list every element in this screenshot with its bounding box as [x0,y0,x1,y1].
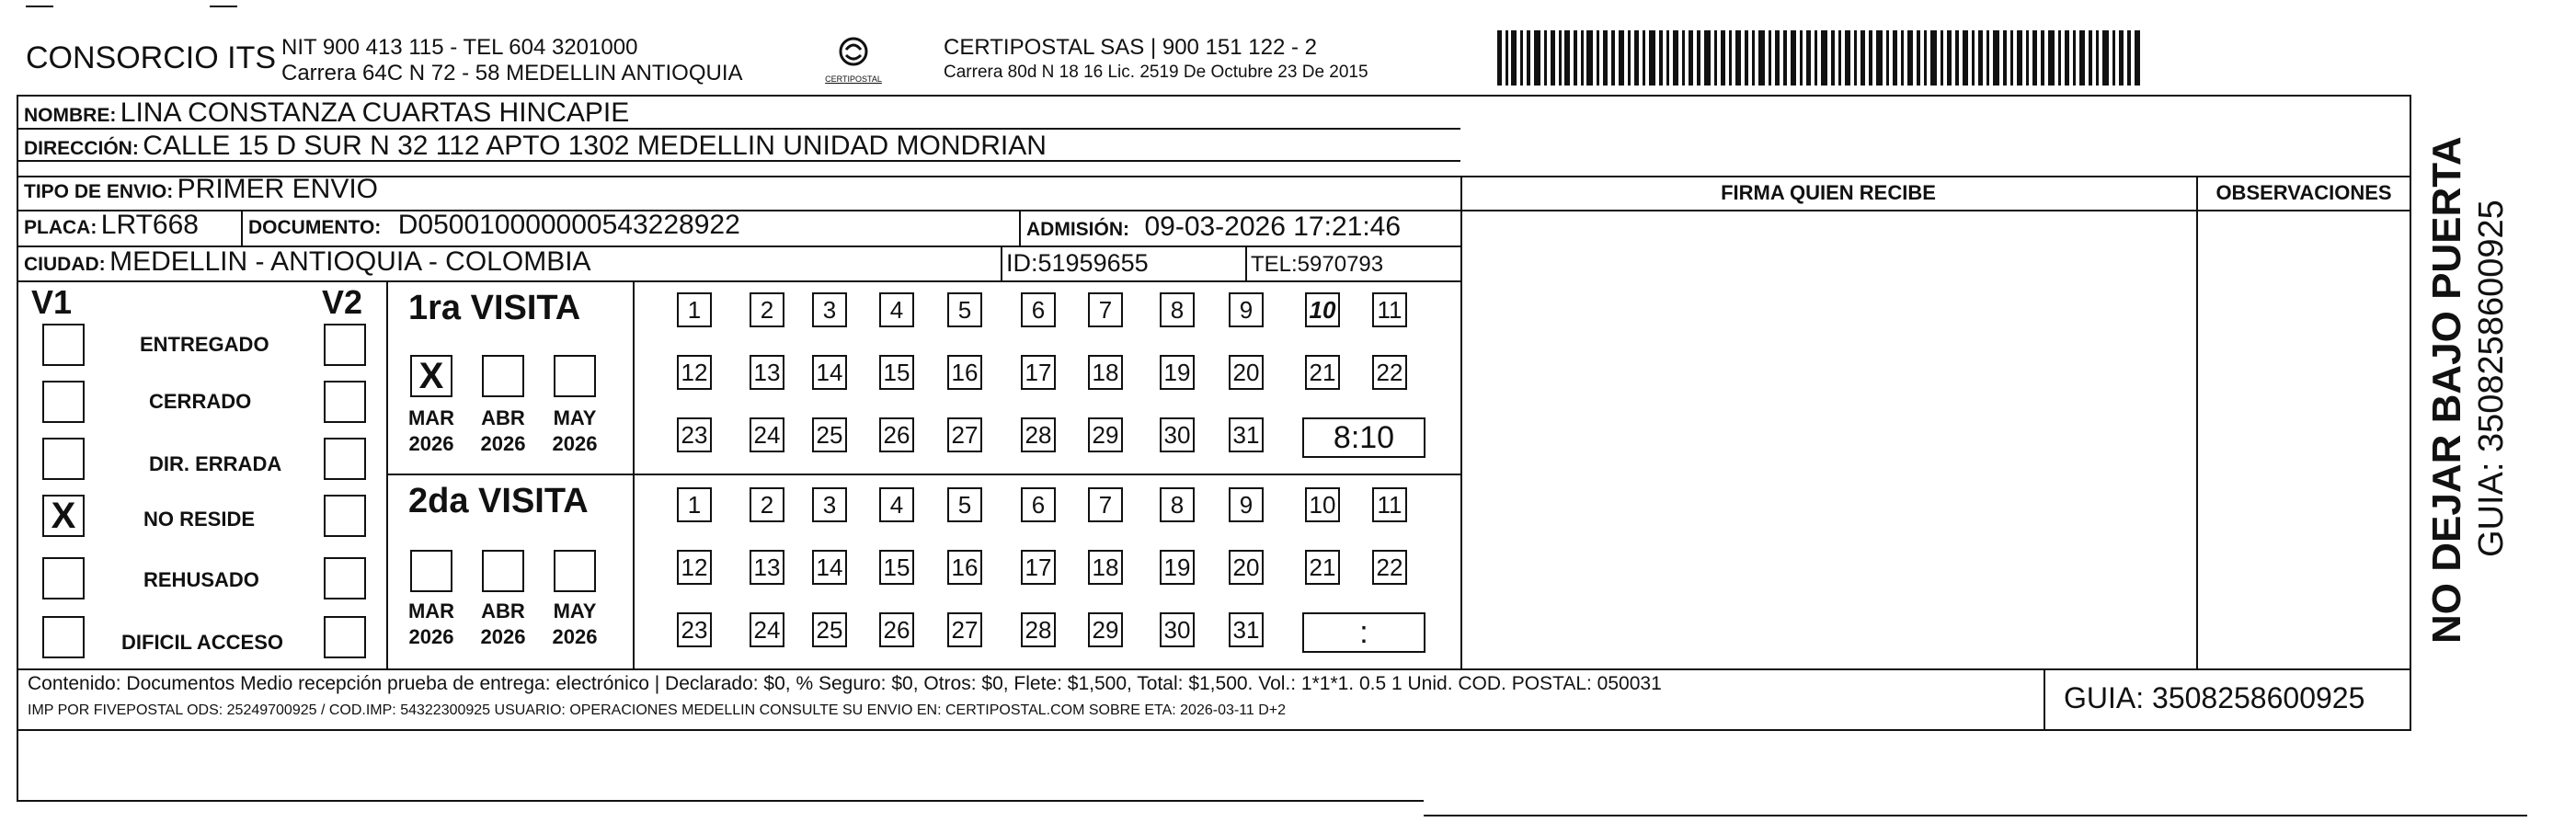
visit2-day-26[interactable]: 26 [879,612,914,647]
visit1-day-28[interactable]: 28 [1021,417,1056,452]
visit1-day-19[interactable]: 19 [1160,355,1195,390]
visit2-day-25[interactable]: 25 [812,612,847,647]
visit2-month-label: ABR [481,599,525,622]
direccion-value: CALLE 15 D SUR N 32 112 APTO 1302 MEDELLIN UNIDAD MONDRIAN [143,131,1047,161]
visit2-title: 2da VISITA [408,482,589,520]
visit1-month-label: MAY [553,406,597,429]
visit1-day-6[interactable]: 6 [1021,292,1056,327]
id-value: ID:51959655 [1006,249,1149,277]
visit1-day-27[interactable]: 27 [947,417,982,452]
placa-value: LRT668 [100,210,199,240]
certipostal-logo-icon [824,35,883,70]
visit2-day-8[interactable]: 8 [1160,487,1195,522]
visit2-day-2[interactable]: 2 [750,487,784,522]
visit1-month-may-checkbox[interactable] [554,355,596,397]
visit2-year-label: 2026 [408,625,454,648]
documento-label: DOCUMENTO: [248,217,382,238]
status-rehusado: REHUSADO [143,568,259,591]
visit2-year-label: 2026 [480,625,526,648]
placa-label: PLACA: [24,217,97,238]
visit2-day-22[interactable]: 22 [1372,550,1407,585]
visit1-day-25[interactable]: 25 [812,417,847,452]
visit1-month-label: MAR [407,406,455,429]
v2-no-reside-checkbox[interactable] [324,495,366,537]
visit2-day-29[interactable]: 29 [1088,612,1123,647]
imp-line: IMP POR FIVEPOSTAL ODS: 25249700925 / COD.IMP: 54322300925 USUARIO: OPERACIONES MEDELLIN CONSULTE SU ENVIO EN: CERTIPOSTAL.COM SOBRE ETA: 2026-03-11 D+2 [28,702,1287,718]
firma-header: FIRMA QUIEN RECIBE [1721,181,1936,204]
visit1-year-label: 2026 [552,432,598,455]
visit1-day-9[interactable]: 9 [1229,292,1264,327]
company-name: CONSORCIO ITS [26,40,277,75]
contenido-line: Contenido: Documentos Medio recepción prueba de entrega: electrónico | Declarado: $0, % Seguro: $0, Otros: $0, Flete: $1,500, Total: $1,500. Vol.: 1*1*1. 0.5 1 Unid. COD. POSTAL: 050031 [28,673,1662,694]
visit2-day-1[interactable]: 1 [677,487,712,522]
visit1-day-10[interactable]: 10 [1305,292,1340,327]
visit2-month-may-checkbox[interactable] [554,550,596,592]
visit1-day-5[interactable]: 5 [947,292,982,327]
observaciones-header: OBSERVACIONES [2215,181,2392,204]
nombre-value: LINA CONSTANZA CUARTAS HINCAPIE [120,97,630,128]
visit2-day-28[interactable]: 28 [1021,612,1056,647]
visit2-day-30[interactable]: 30 [1160,612,1195,647]
v2-cerrado-checkbox[interactable] [324,381,366,423]
visit2-day-19[interactable]: 19 [1160,550,1195,585]
status-entregado: ENTREGADO [140,333,269,356]
visit2-day-9[interactable]: 9 [1229,487,1264,522]
visit1-day-18[interactable]: 18 [1088,355,1123,390]
visit2-day-31[interactable]: 31 [1229,612,1264,647]
visit2-day-18[interactable]: 18 [1088,550,1123,585]
ciudad-label: CIUDAD: [24,254,106,275]
visit1-month-mar-checkbox[interactable]: X [410,355,452,397]
visit2-time-field[interactable]: : [1302,612,1425,653]
visit1-day-8[interactable]: 8 [1160,292,1195,327]
visit2-month-abr-checkbox[interactable] [482,550,524,592]
v2-dir-errada-checkbox[interactable] [324,438,366,480]
admision-value: 09-03-2026 17:21:46 [1144,211,1402,242]
address-line: Carrera 64C N 72 - 58 MEDELLIN ANTIOQUIA [281,61,743,86]
visit1-day-20[interactable]: 20 [1229,355,1264,390]
visit1-month-label: ABR [481,406,525,429]
visit1-day-1[interactable]: 1 [677,292,712,327]
visit2-day-12[interactable]: 12 [677,550,712,585]
visit2-day-4[interactable]: 4 [879,487,914,522]
visit1-day-7[interactable]: 7 [1088,292,1123,327]
visit1-day-15[interactable]: 15 [879,355,914,390]
v2-label: V2 [322,283,363,321]
v1-rehusado-checkbox[interactable] [42,557,85,599]
nombre-label: NOMBRE: [24,105,117,126]
v1-entregado-checkbox[interactable] [42,324,85,366]
v1-label: V1 [31,283,73,321]
visit2-day-21[interactable]: 21 [1305,550,1340,585]
visit2-day-15[interactable]: 15 [879,550,914,585]
visit1-day-14[interactable]: 14 [812,355,847,390]
v2-rehusado-checkbox[interactable] [324,557,366,599]
visit1-year-label: 2026 [480,432,526,455]
visit2-day-3[interactable]: 3 [812,487,847,522]
visit1-day-3[interactable]: 3 [812,292,847,327]
visit2-day-24[interactable]: 24 [750,612,784,647]
visit2-day-17[interactable]: 17 [1021,550,1056,585]
admision-label: ADMISIÓN: [1026,219,1129,240]
certipostal-line: CERTIPOSTAL SAS | 900 151 122 - 2 [944,35,1317,60]
visit1-day-24[interactable]: 24 [750,417,784,452]
visit2-day-20[interactable]: 20 [1229,550,1264,585]
v1-no-reside-checkbox[interactable]: X [42,495,85,537]
visit1-time-field[interactable]: 8:10 [1302,417,1425,458]
visit1-day-26[interactable]: 26 [879,417,914,452]
tel-value: TEL:5970793 [1251,252,1384,277]
direccion-label: DIRECCIÓN: [24,138,139,159]
nit-line: NIT 900 413 115 - TEL 604 3201000 [281,35,638,60]
status-cerrado: CERRADO [149,390,252,413]
visit2-day-16[interactable]: 16 [947,550,982,585]
ciudad-value: MEDELLIN - ANTIOQUIA - COLOMBIA [109,246,591,277]
side-warning: NO DEJAR BAJO PUERTA [2424,136,2469,644]
visit1-day-31[interactable]: 31 [1229,417,1264,452]
visit2-day-11[interactable]: 11 [1372,487,1407,522]
visit1-day-12[interactable]: 12 [677,355,712,390]
footer-guia: GUIA: 3508258600925 [2064,681,2365,714]
license-line: Carrera 80d N 18 16 Lic. 2519 De Octubre 23 De 2015 [944,63,1368,82]
visit1-year-label: 2026 [408,432,454,455]
visit2-day-10[interactable]: 10 [1305,487,1340,522]
visit2-month-mar-checkbox[interactable] [410,550,452,592]
v1-dir-errada-checkbox[interactable] [42,438,85,480]
tipo-envio-label: TIPO DE ENVIO: [24,181,174,202]
visit1-day-22[interactable]: 22 [1372,355,1407,390]
visit1-month-abr-checkbox[interactable] [482,355,524,397]
visit1-day-17[interactable]: 17 [1021,355,1056,390]
v2-entregado-checkbox[interactable] [324,324,366,366]
visit1-day-13[interactable]: 13 [750,355,784,390]
visit1-day-21[interactable]: 21 [1305,355,1340,390]
visit2-month-label: MAY [553,599,597,622]
documento-value: D050010000000543228922 [397,210,740,240]
visit1-day-23[interactable]: 23 [677,417,712,452]
visit2-day-23[interactable]: 23 [677,612,712,647]
visit1-day-11[interactable]: 11 [1372,292,1407,327]
logo-caption: CERTIPOSTAL [825,74,882,84]
visit1-day-4[interactable]: 4 [879,292,914,327]
visit2-day-7[interactable]: 7 [1088,487,1123,522]
observaciones-area[interactable] [2200,211,2410,667]
visit2-day-13[interactable]: 13 [750,550,784,585]
status-dificil-acceso: DIFICIL ACCESO [121,631,284,654]
v2-dificil-acceso-checkbox[interactable] [324,616,366,658]
firma-area[interactable] [1464,211,2194,667]
visit2-day-14[interactable]: 14 [812,550,847,585]
visit2-day-27[interactable]: 27 [947,612,982,647]
v1-dificil-acceso-checkbox[interactable] [42,616,85,658]
status-dir-errada: DIR. ERRADA [149,452,282,475]
visit1-day-16[interactable]: 16 [947,355,982,390]
side-guia: GUIA: 3508258600925 [2472,200,2511,557]
tipo-envio-value: PRIMER ENVIO [177,174,379,204]
visit1-day-2[interactable]: 2 [750,292,784,327]
visit2-year-label: 2026 [552,625,598,648]
visit1-title: 1ra VISITA [408,289,581,327]
visit2-day-6[interactable]: 6 [1021,487,1056,522]
visit1-day-29[interactable]: 29 [1088,417,1123,452]
visit2-day-5[interactable]: 5 [947,487,982,522]
visit2-month-label: MAR [407,599,455,622]
v1-cerrado-checkbox[interactable] [42,381,85,423]
status-no-reside: NO RESIDE [143,508,256,531]
visit1-day-30[interactable]: 30 [1160,417,1195,452]
certipostal-logo [824,35,883,86]
